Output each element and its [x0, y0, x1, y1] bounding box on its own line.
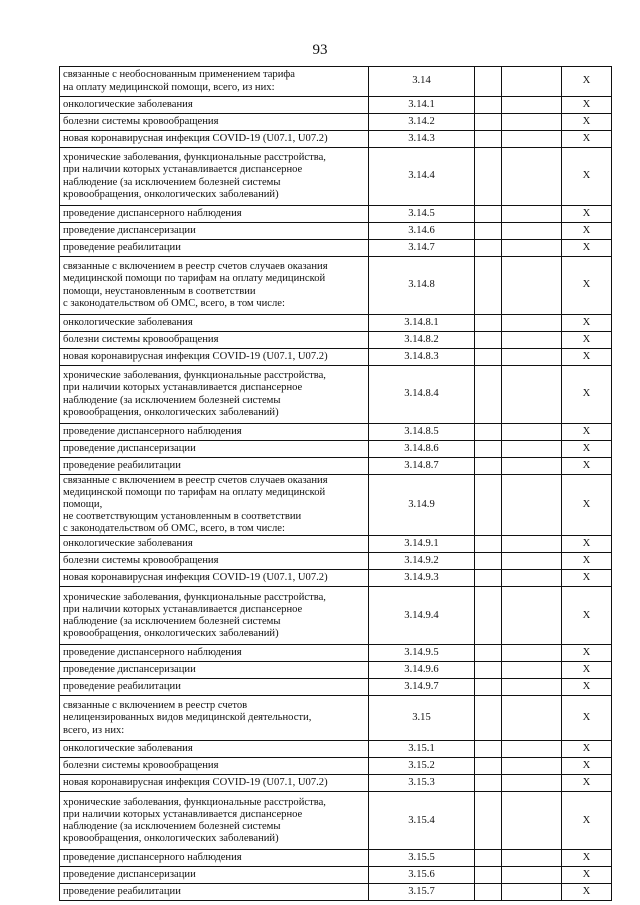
row-code: 3.15.3: [369, 775, 475, 792]
row-label: связанные с необоснованным применением тарифа на оплату медицинской помощи, всего, из них:: [60, 67, 369, 97]
table-row: [60, 696, 612, 741]
empty-cell: [502, 240, 562, 257]
table-row: [60, 366, 612, 424]
report-table-body: [60, 67, 612, 901]
row-code: 3.14.8.1: [369, 315, 475, 332]
table-row: [60, 441, 612, 458]
empty-cell: [475, 645, 502, 662]
empty-cell: [475, 696, 502, 741]
row-mark: X: [562, 257, 612, 315]
table-row: [60, 758, 612, 775]
table-row: [60, 679, 612, 696]
row-mark: X: [562, 884, 612, 901]
empty-cell: [475, 536, 502, 553]
row-code: 3.14: [369, 67, 475, 97]
empty-cell: [502, 850, 562, 867]
row-mark: X: [562, 424, 612, 441]
row-code: 3.14.9.1: [369, 536, 475, 553]
row-code: 3.14.9.2: [369, 553, 475, 570]
empty-cell: [502, 884, 562, 901]
empty-cell: [502, 792, 562, 850]
row-code: 3.14.8.5: [369, 424, 475, 441]
row-code: 3.14.6: [369, 223, 475, 240]
row-label: проведение диспансеризации: [60, 223, 369, 240]
row-code: 3.14.8: [369, 257, 475, 315]
empty-cell: [475, 570, 502, 587]
row-mark: X: [562, 131, 612, 148]
table-row: [60, 741, 612, 758]
row-code: 3.15.6: [369, 867, 475, 884]
table-row: [60, 257, 612, 315]
empty-cell: [502, 148, 562, 206]
row-mark: X: [562, 587, 612, 645]
row-label: новая коронавирусная инфекция COVID-19 (U07.1, U07.2): [60, 349, 369, 366]
empty-cell: [475, 775, 502, 792]
empty-cell: [475, 679, 502, 696]
row-mark: X: [562, 645, 612, 662]
row-label: связанные с включением в реестр счетов нелицензированных видов медицинской деятельности, всего, из них:: [60, 696, 369, 741]
row-label: онкологические заболевания: [60, 536, 369, 553]
row-label: проведение реабилитации: [60, 884, 369, 901]
row-label: онкологические заболевания: [60, 97, 369, 114]
row-label: проведение диспансеризации: [60, 867, 369, 884]
row-code: 3.15.5: [369, 850, 475, 867]
empty-cell: [475, 206, 502, 223]
empty-cell: [475, 553, 502, 570]
row-code: 3.14.1: [369, 97, 475, 114]
row-label: болезни системы кровообращения: [60, 332, 369, 349]
empty-cell: [502, 662, 562, 679]
row-mark: X: [562, 850, 612, 867]
empty-cell: [502, 475, 562, 536]
row-label: хронические заболевания, функциональные расстройства, при наличии которых устанавливается диспансерное наблюдение (за исключением болезней системы кровообращения, онкологических заболеваний): [60, 366, 369, 424]
row-mark: X: [562, 775, 612, 792]
empty-cell: [475, 257, 502, 315]
empty-cell: [502, 553, 562, 570]
table-row: [60, 206, 612, 223]
table-row: [60, 424, 612, 441]
row-label: проведение диспансерного наблюдения: [60, 850, 369, 867]
row-mark: X: [562, 679, 612, 696]
empty-cell: [502, 775, 562, 792]
empty-cell: [475, 662, 502, 679]
table-row: [60, 775, 612, 792]
empty-cell: [475, 67, 502, 97]
row-code: 3.14.8.2: [369, 332, 475, 349]
row-mark: X: [562, 696, 612, 741]
row-label: проведение реабилитации: [60, 458, 369, 475]
table-row: [60, 587, 612, 645]
table-row: [60, 67, 612, 97]
row-label: связанные с включением в реестр счетов случаев оказания медицинской помощи по тарифам на оплату медицинской помощи, неустановленным в соответствии с законодательством об ОМС, всего, в том числе:: [60, 257, 369, 315]
empty-cell: [475, 97, 502, 114]
row-mark: X: [562, 315, 612, 332]
row-code: 3.14.9.6: [369, 662, 475, 679]
table-row: [60, 662, 612, 679]
row-label: болезни системы кровообращения: [60, 114, 369, 131]
row-code: 3.15.1: [369, 741, 475, 758]
empty-cell: [502, 206, 562, 223]
row-code: 3.14.3: [369, 131, 475, 148]
empty-cell: [475, 240, 502, 257]
empty-cell: [475, 441, 502, 458]
row-code: 3.14.5: [369, 206, 475, 223]
row-mark: X: [562, 553, 612, 570]
empty-cell: [502, 67, 562, 97]
row-label: связанные с включением в реестр счетов случаев оказания медицинской помощи по тарифам на оплату медицинской помощи, не соответствующим установленным в соответствии с законодательством об ОМС, всего, в том числе:: [60, 475, 369, 536]
row-code: 3.14.9: [369, 475, 475, 536]
empty-cell: [475, 741, 502, 758]
row-mark: X: [562, 662, 612, 679]
table-row: [60, 475, 612, 536]
empty-cell: [475, 315, 502, 332]
row-mark: X: [562, 349, 612, 366]
table-row: [60, 114, 612, 131]
empty-cell: [475, 131, 502, 148]
empty-cell: [502, 741, 562, 758]
empty-cell: [475, 850, 502, 867]
row-mark: X: [562, 97, 612, 114]
row-mark: X: [562, 240, 612, 257]
row-label: проведение диспансерного наблюдения: [60, 645, 369, 662]
row-mark: X: [562, 67, 612, 97]
row-mark: X: [562, 458, 612, 475]
table-row: [60, 315, 612, 332]
empty-cell: [475, 758, 502, 775]
row-label: проведение диспансерного наблюдения: [60, 424, 369, 441]
row-code: 3.15: [369, 696, 475, 741]
row-code: 3.15.2: [369, 758, 475, 775]
row-label: проведение диспансерного наблюдения: [60, 206, 369, 223]
empty-cell: [502, 458, 562, 475]
row-label: хронические заболевания, функциональные расстройства, при наличии которых устанавливается диспансерное наблюдение (за исключением болезней системы кровообращения, онкологических заболеваний): [60, 792, 369, 850]
row-label: болезни системы кровообращения: [60, 553, 369, 570]
row-mark: X: [562, 741, 612, 758]
empty-cell: [502, 257, 562, 315]
empty-cell: [475, 792, 502, 850]
row-mark: X: [562, 867, 612, 884]
table-row: [60, 850, 612, 867]
row-code: 3.15.4: [369, 792, 475, 850]
row-mark: X: [562, 792, 612, 850]
row-mark: X: [562, 332, 612, 349]
row-mark: X: [562, 148, 612, 206]
row-label: проведение реабилитации: [60, 240, 369, 257]
empty-cell: [475, 587, 502, 645]
empty-cell: [502, 570, 562, 587]
row-code: 3.14.9.4: [369, 587, 475, 645]
row-mark: X: [562, 536, 612, 553]
row-label: болезни системы кровообращения: [60, 758, 369, 775]
row-mark: X: [562, 366, 612, 424]
table-row: [60, 458, 612, 475]
row-mark: X: [562, 475, 612, 536]
empty-cell: [502, 349, 562, 366]
empty-cell: [475, 148, 502, 206]
empty-cell: [502, 441, 562, 458]
page-number: 93: [312, 42, 328, 58]
row-label: хронические заболевания, функциональные расстройства, при наличии которых устанавливается диспансерное наблюдение (за исключением болезней системы кровообращения, онкологических заболеваний): [60, 587, 369, 645]
row-mark: X: [562, 441, 612, 458]
row-label: новая коронавирусная инфекция COVID-19 (U07.1, U07.2): [60, 775, 369, 792]
empty-cell: [502, 424, 562, 441]
table-row: [60, 148, 612, 206]
table-row: [60, 223, 612, 240]
row-code: 3.15.7: [369, 884, 475, 901]
row-mark: X: [562, 114, 612, 131]
table-row: [60, 792, 612, 850]
empty-cell: [502, 645, 562, 662]
row-code: 3.14.9.5: [369, 645, 475, 662]
row-code: 3.14.8.4: [369, 366, 475, 424]
empty-cell: [502, 758, 562, 775]
empty-cell: [502, 114, 562, 131]
table-row: [60, 240, 612, 257]
row-mark: X: [562, 570, 612, 587]
empty-cell: [475, 884, 502, 901]
table-row: [60, 97, 612, 114]
empty-cell: [502, 315, 562, 332]
empty-cell: [502, 679, 562, 696]
empty-cell: [502, 696, 562, 741]
row-code: 3.14.8.7: [369, 458, 475, 475]
row-label: новая коронавирусная инфекция COVID-19 (U07.1, U07.2): [60, 570, 369, 587]
empty-cell: [475, 475, 502, 536]
row-code: 3.14.8.3: [369, 349, 475, 366]
table-row: [60, 884, 612, 901]
empty-cell: [475, 114, 502, 131]
empty-cell: [502, 536, 562, 553]
table-row: [60, 553, 612, 570]
row-label: хронические заболевания, функциональные расстройства, при наличии которых устанавливается диспансерное наблюдение (за исключением болезней системы кровообращения, онкологических заболеваний): [60, 148, 369, 206]
row-label: онкологические заболевания: [60, 741, 369, 758]
report-table: [59, 66, 612, 901]
empty-cell: [475, 366, 502, 424]
empty-cell: [475, 223, 502, 240]
empty-cell: [475, 458, 502, 475]
empty-cell: [475, 332, 502, 349]
row-mark: X: [562, 206, 612, 223]
table-row: [60, 131, 612, 148]
row-code: 3.14.2: [369, 114, 475, 131]
empty-cell: [502, 366, 562, 424]
row-label: проведение реабилитации: [60, 679, 369, 696]
row-code: 3.14.8.6: [369, 441, 475, 458]
row-label: проведение диспансеризации: [60, 441, 369, 458]
row-code: 3.14.4: [369, 148, 475, 206]
row-code: 3.14.9.3: [369, 570, 475, 587]
empty-cell: [502, 867, 562, 884]
table-row: [60, 332, 612, 349]
empty-cell: [502, 332, 562, 349]
table-row: [60, 349, 612, 366]
empty-cell: [475, 424, 502, 441]
table-row: [60, 570, 612, 587]
row-label: проведение диспансеризации: [60, 662, 369, 679]
row-mark: X: [562, 758, 612, 775]
row-label: новая коронавирусная инфекция COVID-19 (U07.1, U07.2): [60, 131, 369, 148]
empty-cell: [502, 97, 562, 114]
empty-cell: [475, 867, 502, 884]
row-code: 3.14.7: [369, 240, 475, 257]
row-code: 3.14.9.7: [369, 679, 475, 696]
empty-cell: [475, 349, 502, 366]
row-label: онкологические заболевания: [60, 315, 369, 332]
row-mark: X: [562, 223, 612, 240]
empty-cell: [502, 223, 562, 240]
empty-cell: [502, 587, 562, 645]
table-row: [60, 645, 612, 662]
empty-cell: [502, 131, 562, 148]
table-row: [60, 536, 612, 553]
table-row: [60, 867, 612, 884]
